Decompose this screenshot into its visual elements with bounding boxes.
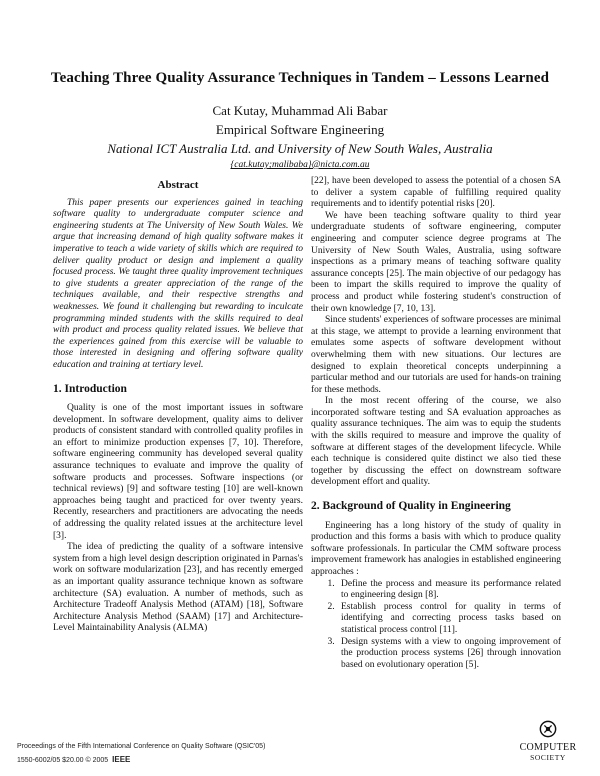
author-block	[60, 101, 540, 172]
left-column	[53, 176, 303, 635]
list-item: 2. Establish process control for quality in terms of identifying and correcting process tasks based on statistical process control [11].	[337, 602, 561, 637]
abstract-text: This paper presents our experiences gained in teaching software quality to undergraduate computer science and engineering students at The University of New South Wales. We argue that increasing demand of high quality software makes it imperative to teach a wide variety of skills which are required to deliver quality product or design and implement a quality focused process. We taught three quality improvement techniques to give students a greater appreciation of the range of the techniques available, and their respective strengths and weaknesses. We found it challenging but rewarding to inculcate programming minded students with the skills required to deal with product and process quality related issues. We believe that the experiences gained from this exercise will be valuable to those interested in designing and offering software quality education and training at tertiary level.	[53, 197, 303, 370]
section-heading-background: 2. Background of Quality in Engineering	[311, 500, 511, 513]
logo-text-society: SOCIETY	[530, 753, 566, 762]
abstract-heading: Abstract	[157, 179, 199, 191]
paragraph: Since students' experiences of software processes are minimal at this stage, we attempt to provide a learning environment that emulates some aspects of software development without overwhelming them with new situations. Our lectures are designed to explain theoretical concepts underpinning a particular method and our tutorials are used for hands-on training for these methods.	[311, 315, 561, 395]
paragraph-continued: [22], have been developed to assess the potential of a chosen SA to deliver a system capable of fulfilling required quality requirements and to identify potential risks [20].	[311, 176, 561, 210]
copyright-text: 1550-6002/05 $20.00 © 2005	[17, 757, 109, 764]
computer-society-logo	[512, 720, 584, 763]
paragraph: Quality is one of the most important issues in software development. In software development, quality aims to deliver products of consistent standard with controlled quality profiles in an effort to minimize production expenses [7, 10]. Therefore, software engineering community has developed several quality assurance techniques to evaluate and improve the quality of software products and processes. Software inspections (or technical reviews) [9] and software testing [10] are well-known approaches being taught and practiced for over twenty years. Recently, researchers and practitioners are advocating the needs of addressing the quality related issues at the architecture level [3].	[53, 403, 303, 541]
paragraph: The idea of predicting the quality of a software intensive system from a high level design description originated in Parnas's work on software modularization [23], and has recently emerged as an important quality assurance technique known as software architecture (SA) evaluation. A number of methods, such as Architecture Tradeoff Analysis Method (ATAM) [18], Software Architecture Analysis Method (SAAM) [17] and Architecture-Level Maintainability Analysis (ALMA)	[53, 542, 303, 634]
logo-text-computer: COMPUTER	[519, 742, 577, 753]
right-column	[311, 176, 561, 671]
paragraph: Engineering has a long history of the study of quality in production and this forms a basis with which to produce quality software professionals. In particular the CMM software process improvement framework has analogies in established engineering approaches :	[311, 520, 561, 577]
author-email[interactable]: {cat.kutay;malibaba}@nicta.com.au	[230, 160, 370, 170]
computer-society-emblem-icon	[539, 720, 557, 738]
author-names: Cat Kutay, Muhammad Ali Babar	[212, 103, 388, 118]
list-item: 3. Design systems with a view to ongoing improvement of the production process systems [26] through innovation based on evolutionary operation [5].	[337, 637, 561, 672]
copyright-line	[17, 753, 265, 767]
section-heading-introduction: 1. Introduction	[53, 382, 127, 395]
numbered-list	[311, 579, 561, 672]
paragraph: We have been teaching software quality to third year undergraduate students of software engineering, computer engineering and computer science degree programs at The University of New South Wales, Australia, using software inspections as a primary means of teaching software quality assurance concepts [25]. The main objective of our pedagogy has been to impart the skills required to improve the quality of process and product while fostering student's construction of their own knowledge [7, 10, 13].	[311, 210, 561, 314]
paragraph: In the most recent offering of the course, we also incorporated software testing and SA evaluation approaches as quality assurance techniques. The aim was to equip the students with the skills required to measure and improve the quality of software at different stages of the development lifecycle. While each technique is considered quite distinct we also tied these together by discussing the effect on downstream software development effort and quality.	[311, 396, 561, 488]
proceedings-line: Proceedings of the Fifth International Conference on Quality Software (QSIC'05)	[17, 743, 266, 750]
list-item: 1. Define the process and measure its performance related to engineering design [8].	[337, 579, 561, 602]
paper-title: Teaching Three Quality Assurance Techniques in Tandem – Lessons Learned	[50, 70, 550, 86]
page-footer	[17, 740, 265, 767]
department: Empirical Software Engineering	[215, 122, 385, 137]
affiliation: National ICT Australia Ltd. and University of New South Wales, Australia	[107, 141, 493, 156]
ieee-mark: IEEE	[112, 755, 131, 764]
